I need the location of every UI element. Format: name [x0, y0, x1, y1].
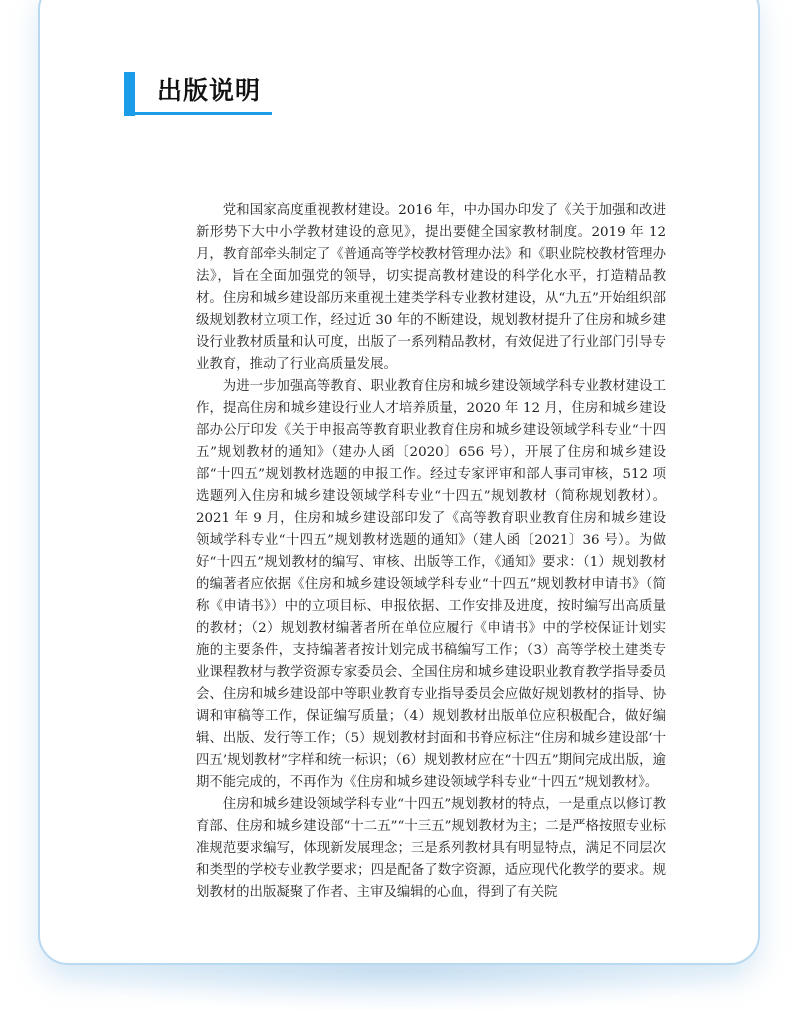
paragraph-3: 住房和城乡建设领域学科专业“十四五”规划教材的特点，一是重点以修订教育部、住房和城乡建设部“十二五”“十三五”规划教材为主；二是严格按照专业标准规范要求编写，体现新发展理念；三是系列教材具有明显特点，满足不同层次和类型的学校专业教学要求；四是配备了数字资源，适应现代化教学的要求。规划教材的出版凝聚了作者、主审及编辑的心血，得到了有关院 [196, 797, 666, 900]
paragraph-2: 为进一步加强高等教育、职业教育住房和城乡建设领域学科专业教材建设工作，提高住房和城乡建设行业人才培养质量，2020 年 12 月，住房和城乡建设部办公厅印发《关于申报高等教育职业教育住房和城乡建设领域学科专业“十四五”规划教材的通知》（建办人函〔2020〕656 号），开展了住房和城乡建设部“十四五”规划教材选题的申报工作。经过专家评审和部人事司审核，512 项选题列入住房和城乡建设领域学科专业“十四五”规划教材（简称规划教材）。2021 年 9 月，住房和城乡建设部印发了《高等教育职业教育住房和城乡建设领域学科专业“十四五”规划教材选题的通知》（建人函〔2021〕36 号）。为做好“十四五”规划教材的编写、审核、出版等工作，《通知》要求：（1）规划教材的编著者应依据《住房和城乡建设领域学科专业“十四五”规划教材申请书》（简称《申请书》）中的立项目标、申报依据、工作安排及进度，按时编写出高质量的教材；（2）规划教材编著者所在单位应履行《申请书》中的学校保证计划实施的主要条件，支持编著者按计划完成书稿编写工作；（3）高等学校土建类专业课程教材与教学资源专家委员会、全国住房和城乡建设职业教育教学指导委员会、住房和城乡建设部中等职业教育专业指导委员会应做好规划教材的指导、协调和审稿等工作，保证编写质量；（4）规划教材出版单位应积极配合，做好编辑、出版、发行等工作；（5）规划教材封面和书脊应标注“住房和城乡建设部‘十四五’规划教材”字样和统一标识；（6）规划教材应在“十四五”期间完成出版，逾期不能完成的，不再作为《住房和城乡建设领域学科专业“十四五”规划教材》。 [196, 379, 666, 790]
heading-accent-bar [124, 72, 135, 116]
section-heading [124, 72, 272, 116]
heading-underline [124, 112, 272, 115]
page-title: 出版说明 [157, 76, 262, 105]
paragraph-1: 党和国家高度重视教材建设。2016 年，中办国办印发了《关于加强和改进新形势下大中小学教材建设的意见》，提出要健全国家教材制度。2019 年 12 月，教育部牵头制定了《普通高等学校教材管理办法》和《职业院校教材管理办法》，旨在全面加强党的领导，切实提高教材建设的科学化水平，打造精品教材。住房和城乡建设部历来重视土建类学科专业教材建设，从“九五”开始组织部级规划教材立项工作，经过近 30 年的不断建设，规划教材提升了住房和城乡建设行业教材质量和认可度，出版了一系列精品教材，有效促进了行业部门引导专业教育，推动了行业高质量发展。 [196, 203, 666, 372]
publication-notes-body [196, 200, 666, 904]
